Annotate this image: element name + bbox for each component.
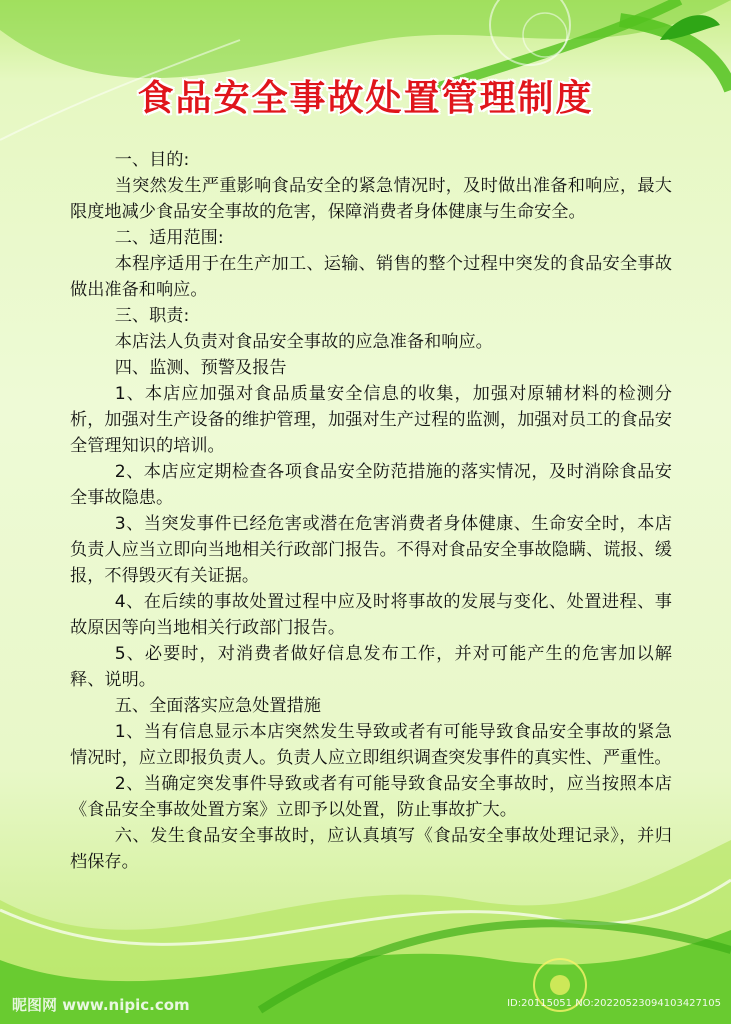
- paragraph: 4、在后续的事故处置过程中应及时将事故的发展与变化、处置进程、事故原因等向当地相关行政部门报告。: [70, 592, 672, 638]
- paragraph: 2、当确定突发事件导致或者有可能导致食品安全事故时，应当按照本店《食品安全事故处置方案》立即予以处置，防止事故扩大。: [70, 774, 672, 820]
- document-body: [70, 147, 672, 875]
- section-heading: 三、职责:: [114, 306, 190, 326]
- paragraph: 1、当有信息显示本店突然发生导致或者有可能导致食品安全事故的紧急情况时，应立即报负责人。负责人应立即组织调查突发事件的真实性、严重性。: [70, 722, 672, 768]
- watermark-id: ID:20115051 NO:20220523094103427105: [507, 998, 721, 1009]
- paragraph: 本店法人负责对食品安全事故的应急准备和响应。: [114, 332, 493, 352]
- paragraph: 本程序适用于在生产加工、运输、销售的整个过程中突发的食品安全事故做出准备和响应。: [70, 254, 672, 300]
- paragraph: 当突然发生严重影响食品安全的紧急情况时，及时做出准备和响应，最大限度地减少食品安全事故的危害，保障消费者身体健康与生命安全。: [70, 176, 672, 222]
- paragraph: 3、当突发事件已经危害或潜在危害消费者身体健康、生命安全时，本店负责人应当立即向当地相关行政部门报告。不得对食品安全事故隐瞒、谎报、缓报，不得毁灭有关证据。: [70, 514, 672, 586]
- paragraph: 5、必要时，对消费者做好信息发布工作，并对可能产生的危害加以解释、说明。: [70, 644, 672, 690]
- top-swirl-dark: [0, 0, 731, 78]
- section-heading: 一、目的:: [114, 150, 190, 170]
- page-title: 食品安全事故处置管理制度: [137, 78, 594, 119]
- paragraph: 1、本店应加强对食品质量安全信息的收集，加强对原辅材料的检测分析，加强对生产设备的维护管理，加强对生产过程的监测，加强对员工的食品安全管理知识的培训。: [70, 384, 672, 456]
- section-heading: 六、发生食品安全事故时，应认真填写《食品安全事故处理记录》，并归档保存。: [70, 826, 672, 872]
- watermark-site: 昵图网 www.nipic.com: [12, 996, 190, 1014]
- paragraph: 2、本店应定期检查各项食品安全防范措施的落实情况，及时消除食品安全事故隐患。: [70, 462, 672, 508]
- section-heading: 五、全面落实应急处置措施: [114, 696, 321, 716]
- section-heading: 二、适用范围:: [114, 228, 224, 248]
- section-heading: 四、监测、预警及报告: [114, 358, 287, 378]
